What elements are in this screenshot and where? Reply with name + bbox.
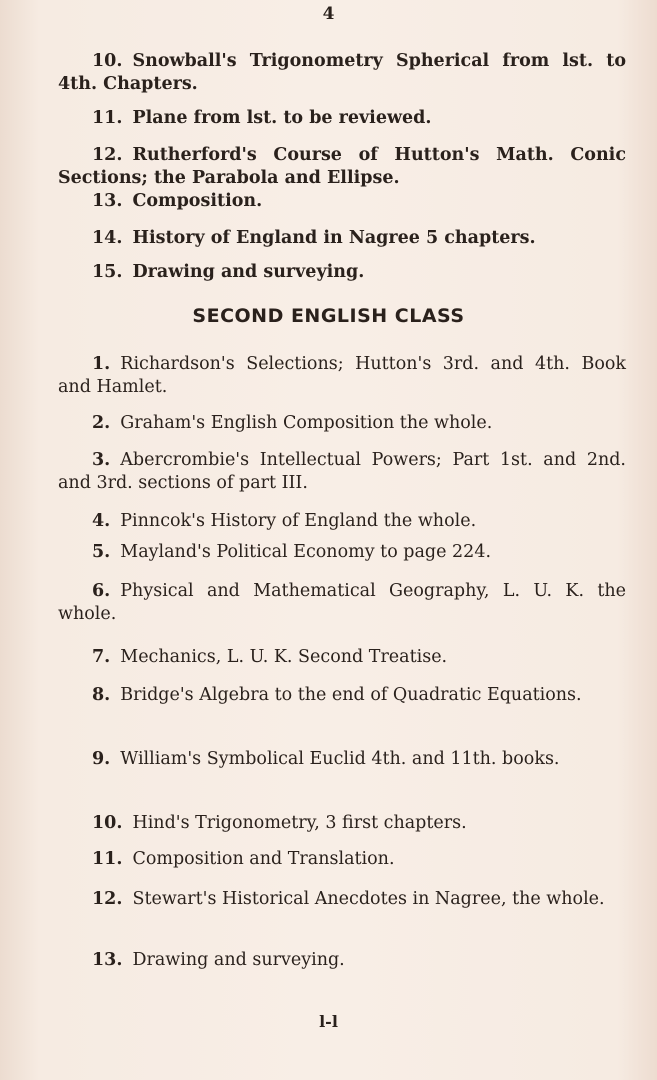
list-item (58, 812, 626, 835)
footer-mark: l-l (319, 1012, 338, 1031)
item-text: Hind's Trigonometry, 3 first chapters. (132, 813, 467, 833)
item-number: 15. (92, 262, 123, 282)
item-number: 1. (92, 354, 111, 374)
section-heading: SECOND ENGLISH CLASS (192, 305, 465, 327)
item-text: Plane from lst. to be reviewed. (132, 108, 432, 128)
list-item (58, 510, 626, 533)
list-item (58, 261, 626, 284)
item-text: History of England in Nagree 5 chapters. (132, 228, 536, 248)
item-number: 14. (92, 228, 123, 248)
item-text: Mechanics, L. U. K. Second Treatise. (120, 647, 448, 667)
item-text: Mayland's Political Economy to page 224. (120, 542, 492, 562)
list-item (58, 888, 626, 911)
item-text: Rutherford's Course of Hutton's Math. Conic Sections; the Parabola and Ellipse. (58, 145, 626, 188)
item-text: Composition. (132, 191, 263, 211)
item-number: 4. (92, 511, 111, 531)
item-number: 10. (92, 813, 123, 833)
page-number: 4 (322, 4, 335, 24)
item-text: Graham's English Composition the whole. (120, 413, 493, 433)
list-item (58, 748, 626, 771)
item-text: Drawing and surveying. (132, 950, 345, 970)
item-number: 11. (92, 108, 123, 128)
list-item (58, 580, 626, 626)
list-item (58, 227, 626, 250)
item-number: 9. (92, 749, 111, 769)
list-item (58, 412, 626, 435)
item-text: Bridge's Algebra to the end of Quadratic Equations. (120, 685, 582, 705)
list-item (58, 50, 626, 96)
item-text: Stewart's Historical Anecdotes in Nagree, the whole. (132, 889, 605, 909)
item-number: 12. (92, 889, 123, 909)
item-text: William's Symbolical Euclid 4th. and 11th. books. (120, 749, 560, 769)
list-item (58, 541, 626, 564)
list-item (58, 107, 626, 130)
item-text: Richardson's Selections; Hutton's 3rd. and 4th. Book and Hamlet. (58, 354, 626, 397)
list-item (58, 848, 626, 871)
item-text: Physical and Mathematical Geography, L. U. K. the whole. (58, 581, 626, 624)
item-number: 5. (92, 542, 111, 562)
item-number: 6. (92, 581, 111, 601)
list-item (58, 684, 626, 707)
item-number: 8. (92, 685, 111, 705)
item-number: 3. (92, 450, 111, 470)
item-number: 7. (92, 647, 111, 667)
item-number: 12. (92, 145, 123, 165)
list-item (58, 190, 626, 213)
item-text: Drawing and surveying. (132, 262, 365, 282)
item-number: 2. (92, 413, 111, 433)
list-item (58, 949, 626, 972)
item-text: Composition and Translation. (132, 849, 395, 869)
item-text: Pinncok's History of England the whole. (120, 511, 477, 531)
item-number: 13. (92, 191, 123, 211)
list-item (58, 449, 626, 495)
list-item (58, 353, 626, 399)
item-number: 13. (92, 950, 123, 970)
item-number: 10. (92, 51, 123, 71)
list-item (58, 144, 626, 190)
item-number: 11. (92, 849, 123, 869)
item-text: Abercrombie's Intellectual Powers; Part 1st. and 2nd. and 3rd. sections of part III. (58, 450, 626, 493)
list-item (58, 646, 626, 669)
item-text: Snowball's Trigonometry Spherical from lst. to 4th. Chapters. (58, 51, 626, 94)
